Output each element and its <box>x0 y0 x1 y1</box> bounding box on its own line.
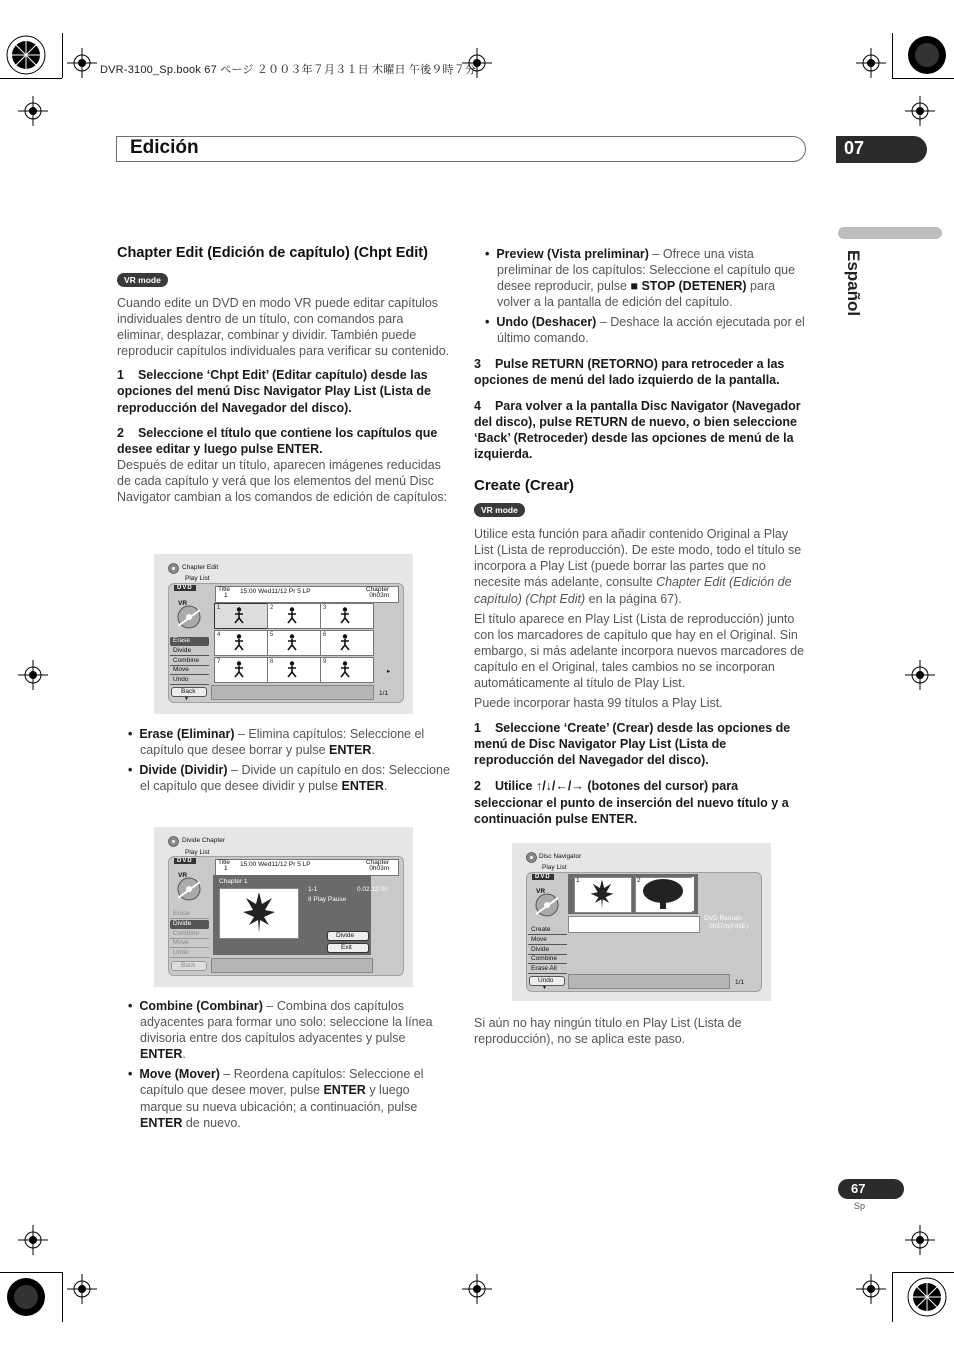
info-title: Title 1 <box>218 586 231 599</box>
figure-icon <box>233 607 245 624</box>
remain-label: DVD Remain <box>704 915 742 922</box>
menu-item-divide[interactable]: Divide <box>170 920 209 929</box>
disc-navigator-screenshot <box>512 843 771 1001</box>
right-arrow-icon[interactable]: ▸ <box>387 668 391 675</box>
figure-icon <box>286 661 298 678</box>
menu-item-combine[interactable]: Combine <box>528 955 567 964</box>
crosshair-icon <box>856 48 886 78</box>
thumbnail-number: 1 <box>217 605 221 611</box>
vr-mode-badge: VR mode <box>474 503 525 517</box>
registration-target-icon <box>5 34 47 76</box>
registration-target-icon <box>5 1276 47 1318</box>
position-label: 1-1 <box>308 886 318 893</box>
page-title: Edición <box>130 137 199 158</box>
crosshair-icon <box>67 1274 97 1304</box>
menu-item-combine[interactable]: Combine <box>170 930 209 939</box>
language-label: Español <box>844 250 863 317</box>
thumbnail-number: 8 <box>270 659 274 665</box>
crop-mark <box>892 1272 954 1273</box>
bullet-item: • Combine (Combinar) – Combina dos capítulos adyacentes para formar uno solo: seleccione la línea divisoria entre dos capítulos adyacentes y pulse ENTER. <box>128 999 433 1062</box>
thumbnail-number: 9 <box>323 659 327 665</box>
left-column <box>117 245 452 505</box>
divide-label: Divide <box>336 932 355 939</box>
chapter-label: Chapter 1 <box>219 878 248 885</box>
menu-item-combine[interactable]: Combine <box>170 657 209 666</box>
step-1: 1 Seleccione ‘Chpt Edit’ (Editar capítulo) desde las opciones del menú Disc Navigator Play List (Lista de reproducción del Navegador del disco). <box>117 368 431 415</box>
time-label: 0.02.12.00 <box>357 886 388 893</box>
menu-item-divide[interactable]: Divide <box>528 946 567 955</box>
page-number-badge <box>838 1179 904 1199</box>
info-chapter: Chapter 0h03m <box>366 859 390 872</box>
screen-title: Divide Chapter <box>182 837 225 844</box>
crosshair-icon <box>905 96 935 126</box>
vr-label: VR <box>536 888 546 895</box>
thumbnail-number: 1 <box>576 877 580 884</box>
crop-mark <box>892 33 893 78</box>
create-step-1: 1 Seleccione ‘Create’ (Crear) desde las opciones de menú de Disc Navigator Play List (Lista de reproducción del Navegador del disco). <box>474 721 791 768</box>
figure-icon <box>339 607 351 624</box>
thumbnail-number: 4 <box>217 632 221 638</box>
chapter-thumbnail[interactable] <box>267 603 321 629</box>
chapter-thumbnail[interactable] <box>267 657 321 683</box>
disc-icon <box>168 563 179 574</box>
chapter-thumbnail[interactable] <box>267 630 321 656</box>
figure-icon <box>233 634 245 651</box>
step-2-body: Después de editar un título, aparecen imágenes reducidas de cada capítulo y verá que los elementos del menú Disc Navigator cambian a los comandos de edición de capítulos: <box>117 457 448 505</box>
create-note: Si aún no hay ningún título en Play List (Lista de reproducción), no se aplica este paso. <box>474 1016 742 1047</box>
crosshair-icon <box>856 1274 886 1304</box>
create-paragraph-2: El título aparece en Play List (Lista de reproducción) junto con los marcadores de capítulo que hay en el Original. Sin embargo, si más adelante incorpora nuevos marcadores de capítulo en el Original, tales cambios no se incorporan automáticamente al título de Play List. <box>474 611 805 690</box>
crop-mark <box>62 1272 63 1322</box>
info-record: 15:00 Wed11/12 Pr 5 LP <box>240 861 311 868</box>
crosshair-icon <box>18 660 48 690</box>
figure-icon <box>286 634 298 651</box>
thumbnail-number: 2 <box>270 605 274 611</box>
language-tab <box>838 227 942 239</box>
menu-item-move[interactable]: Move <box>528 936 567 945</box>
insert-marker <box>692 877 694 911</box>
chapter-edit-screenshot <box>154 554 413 714</box>
figure-icon <box>339 634 351 651</box>
chapter-thumbnail[interactable] <box>214 603 268 629</box>
chapter-number: 07 <box>844 138 865 158</box>
right-column <box>474 246 808 827</box>
back-label: Back <box>181 962 196 969</box>
vr-label: VR <box>178 872 188 879</box>
menu-item-move[interactable]: Move <box>170 939 209 948</box>
thumbnail-number: 3 <box>323 605 327 611</box>
bullets-combine-move <box>117 998 452 1131</box>
disc-graphic-icon <box>176 876 202 902</box>
chapter-thumbnail[interactable] <box>214 630 268 656</box>
crop-mark <box>0 1272 62 1273</box>
down-arrow-icon: ▼ <box>184 696 189 702</box>
bullet-item: • Move (Mover) – Reordena capítulos: Seleccione el capítulo que desee mover, pulse ENTER y luego marque su nueva ubicación; a continuación, pulse ENTER de nuevo. <box>128 1067 424 1130</box>
page-indicator: 1/1 <box>379 690 389 697</box>
down-arrow-icon: ▼ <box>542 985 547 991</box>
vr-mode-badge: VR mode <box>117 273 168 287</box>
divide-chapter-screenshot <box>154 827 413 987</box>
menu-item-erase-all[interactable]: Erase All <box>528 965 567 974</box>
thumbnail-number: 5 <box>270 632 274 638</box>
dvd-logo: DVD <box>532 874 554 880</box>
language-code: Sp <box>854 1201 866 1211</box>
section-title-chapter-edit: Chapter Edit (Edición de capítulo) (Chpt Edit) <box>117 245 428 261</box>
dvd-logo: DVD <box>174 858 196 864</box>
chapter-thumbnail[interactable] <box>320 657 374 683</box>
step-2: 2 Seleccione el título que contiene los capítulos que desee editar y luego pulse ENTER. <box>117 425 438 456</box>
header-bar <box>116 136 806 162</box>
screen-subtitle: Play List <box>542 864 567 871</box>
status-bar <box>211 958 373 973</box>
disc-graphic-icon <box>534 892 560 918</box>
chapter-thumbnail[interactable] <box>214 657 268 683</box>
bullet-item: • Erase (Eliminar) – Elimina capítulos: Seleccione el capítulo que desee borrar y pulse ENTER. <box>128 727 425 758</box>
bullets-erase-divide <box>117 726 452 794</box>
step-4: 4 Para volver a la pantalla Disc Navigator (Navegador del disco), pulse RETURN de nuevo, o bien seleccione ‘Back’ (Retroceder) desde las opciones de menú de la izquierda. <box>474 398 801 462</box>
tree-image-icon <box>640 878 686 910</box>
screen-subtitle: Play List <box>185 575 210 582</box>
crosshair-icon <box>67 48 97 78</box>
registration-target-icon <box>906 34 948 76</box>
vr-label: VR <box>178 600 188 607</box>
leaf-image-icon <box>587 878 617 910</box>
disc-graphic-icon <box>176 604 202 630</box>
intro-paragraph: Cuando edite un DVD en modo VR puede editar capítulos individuales dentro de un título, con comandos para eliminar, desplazar, combinar y dividir. También puede reproducir capítulos individuales para verificar su contenido. <box>117 296 450 359</box>
bullet-item: • Preview (Vista preliminar) – Ofrece una vista preliminar de los capítulos: Seleccione el capítulo que desee reproducir, pulse ■ STOP (DETENER) para volver a la pantalla de edición del capítulo. <box>485 247 796 310</box>
create-step-2: 2 Utilice ↑/↓/←/→ (botones del cursor) para seleccionar el punto de inserción del nuevo título y a continuación pulse ENTER. <box>474 779 789 826</box>
thumbnail-number: 6 <box>323 632 327 638</box>
info-title: Title 1 <box>218 859 231 872</box>
figure-icon <box>233 661 245 678</box>
back-label: Back <box>181 688 196 695</box>
create-paragraph-1: Utilice esta función para añadir contenido Original a Play List (Lista de reproducción). De este modo, todo el título se incorpora a Play List (puede borrar las partes que no necesite más adelante, consulte Chapter Edit (Edición de capítulo) (Chpt Edit) en la página 67). <box>474 527 802 606</box>
crosshair-icon <box>905 1225 935 1255</box>
thumbnail-number: 2 <box>637 877 641 884</box>
crosshair-icon <box>18 1225 48 1255</box>
section-title-create: Create (Crear) <box>474 477 575 495</box>
undo-label: Undo <box>538 977 554 984</box>
thumbnail-number: 7 <box>217 659 221 665</box>
status-bar <box>211 685 374 700</box>
screen-title: Disc Navigator <box>539 853 582 860</box>
bullet-item: • Divide (Dividir) – Divide un capítulo en dos: Seleccione el capítulo que desee dividir y pulse ENTER. <box>128 763 450 794</box>
crop-mark <box>62 33 63 78</box>
menu-item-erase[interactable]: Erase <box>170 637 209 646</box>
screen-title: Chapter Edit <box>182 564 219 571</box>
exit-label: Exit <box>341 944 352 951</box>
leaf-image-icon <box>242 890 276 935</box>
info-record: 15:00 Wed11/12 Pr 5 LP <box>240 588 311 595</box>
disc-icon <box>168 836 179 847</box>
chapter-thumbnail[interactable] <box>320 603 374 629</box>
registration-target-icon <box>906 1276 948 1318</box>
info-chapter: Chapter 0h03m <box>366 586 390 599</box>
print-info: DVR-3100_Sp.book 67 ページ ２００３年７月３１日 木曜日 午後９時７分 <box>100 64 477 76</box>
crop-mark <box>892 1272 893 1322</box>
menu-item-undo[interactable]: Undo <box>170 676 209 685</box>
dvd-logo: DVD <box>174 585 196 591</box>
bullet-item: • Undo (Deshacer) – Deshace la acción ejecutada por el último comando. <box>485 315 805 346</box>
menu-item-undo[interactable]: Undo <box>170 949 209 958</box>
figure-icon <box>339 661 351 678</box>
remain-value: 0h37m(FINE) <box>709 923 749 930</box>
menu-item-erase[interactable]: Erase <box>170 910 209 919</box>
menu-item-divide[interactable]: Divide <box>170 647 209 656</box>
title-name-bar <box>568 916 700 933</box>
step-3: 3 Pulse RETURN (RETORNO) para retroceder a las opciones de menú del lado izquierdo de la pantalla. <box>474 356 785 387</box>
crosshair-icon <box>462 1274 492 1304</box>
status-bar <box>568 974 730 989</box>
play-status: II Play Pause <box>308 896 347 903</box>
figure-icon <box>286 607 298 624</box>
crop-mark <box>892 78 954 79</box>
disc-icon <box>526 852 537 863</box>
screen-subtitle: Play List <box>185 849 210 856</box>
crosshair-icon <box>18 96 48 126</box>
menu-item-move[interactable]: Move <box>170 666 209 675</box>
create-paragraph-3: Puede incorporar hasta 99 títulos a Play List. <box>474 696 723 711</box>
page-number: 67 <box>851 1181 866 1196</box>
menu-item-create[interactable]: Create <box>528 926 567 935</box>
crop-mark <box>0 78 62 79</box>
crosshair-icon <box>905 660 935 690</box>
chapter-thumbnail[interactable] <box>320 630 374 656</box>
page-indicator: 1/1 <box>735 979 745 986</box>
